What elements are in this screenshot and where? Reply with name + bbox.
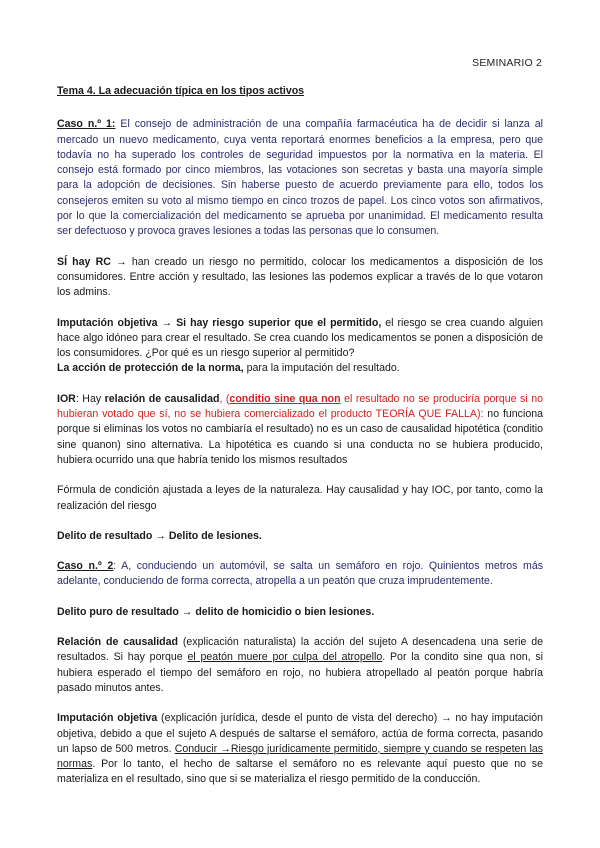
protection-label: La acción de protección de la norma, [57, 362, 244, 375]
imputation-2-text-1: (explicación jurídica, desde el punto de vista del derecho) → no hay imputación objetiva, debido a que el sujeto A después de saltarse el semáforo, actúa de forma correcta, pasando un lapso de 500 metros. [57, 712, 543, 755]
ior-text-3: no funciona porque si eliminas los votos no cambiaría el resultado) no es un caso de causalidad hipotética (conditio sine quanon) sino alternativa. La hipotética es cuando si una conducta no se hubiera producido, hubiera ocurrido una que habría tenido los mismos resultados [57, 408, 543, 466]
case-2-text: : A, conduciendo un automóvil, se salta un semáforo en rojo. Quinientos metros más adelante, conduciendo de forma correcta, atropella a un peatón que cruza imprudentemente. [57, 560, 544, 588]
causality-text-1: (explicación naturalista) la acción del sujeto A desencadena una serie de resultados. Si hay porque [57, 636, 543, 664]
page-title: Tema 4. La adecuación típica en los tipos activos [57, 85, 305, 97]
formula-paragraph: Fórmula de condición ajustada a leyes de la naturaleza. Hay causalidad y hay IOC, por tanto, como la realización del riesgo [57, 484, 543, 512]
case-1-text: El consejo de administración de una compañía farmacéutica ha de decidir si lanza al mercado un nuevo medicamento, cuya venta reportará enormes beneficios a la empresa, pero que todavía no ha superado los controles de seguridad impuestos por la normativa en la materia. El consejo está formado por cinco miembros, las votaciones son secretas y basta una mayoría simple para la adopción de decisiones. Sin haberse puesto de acuerdo previamente para ello, todos los consejeros emiten su voto al mismo tiempo en cinco trozos de papel. Los cinco votos son afirmativos, por lo que la comercialización del medicamento se aprueba por unanimidad. El medicamento resulta ser defectuoso y provoca graves lesiones a todas las personas que lo consumen. [57, 118, 543, 238]
imputation-1-paragraph [57, 316, 543, 377]
rc-text: → han creado un riesgo no permitido, colocar los medicamentos a disposición de los consumidores. Entre acción y resultado, las lesiones las podemos explicar a través de lo que votaron los admins. [57, 255, 544, 299]
case-2-paragraph [57, 559, 543, 590]
rc-label: SÍ hay RC [57, 255, 111, 268]
ior-red-text: el resultado no se produciría porque si no hubieran votado que sí, no se hubiera comercializado el producto TEORÍA QUE FALLA): [57, 392, 544, 421]
ior-text-1: : Hay [75, 392, 105, 405]
rc-paragraph [57, 255, 543, 301]
imputation-2-underlined: Conducir →Riesgo jurídicamente permitido, siempre y cuando se respeten las normas [57, 742, 544, 771]
causality-label: Relación de causalidad [57, 636, 178, 649]
delito-2-heading: Delito puro de resultado → delito de homicidio o bien lesiones. [57, 605, 375, 618]
delito-1-heading: Delito de resultado → Delito de lesiones. [57, 529, 262, 542]
causality-paragraph [57, 635, 543, 696]
imputation-1-label: Imputación objetiva → Si hay riesgo superior que el permitido, [57, 316, 382, 329]
ior-label: IOR [57, 392, 76, 405]
seminar-header: SEMINARIO 2 [472, 57, 542, 69]
imputation-2-paragraph [57, 711, 543, 787]
causality-underlined: el peatón muere por culpa del atropello [187, 651, 383, 664]
imputation-1-text: el riesgo se crea cuando alguien hace algo idóneo para crear el resultado. Se crea cuando los medicamentos se ponen a disposición de los consumidores. ¿Por qué es un riesgo superior al permitido? [57, 316, 543, 360]
case-1-label: Caso n.º 1: [57, 118, 116, 131]
case-2-label: Caso n.º 2 [57, 560, 114, 573]
ior-paragraph [57, 392, 543, 468]
causality-text-2: . Por la condito sine qua non, si hubiera esperado el tiempo del semáforo en rojo, no hubiera atropellado al peatón porque habría pasado minutos antes. [57, 651, 543, 694]
causality-term: relación de causalidad [104, 392, 220, 405]
imputation-2-text-2: . Por lo tanto, el hecho de saltarse el semáforo no es relevante aquí puesto que no se materializa en el resultado, sino que si se materializa el riesgo permitido de la conducción. [57, 758, 543, 786]
protection-text: para la imputación del resultado. [243, 362, 400, 375]
conditio-term: conditio sine qua non [229, 392, 341, 405]
case-1-paragraph [57, 117, 543, 239]
imputation-2-label: Imputación objetiva [57, 712, 158, 725]
ior-text-2: , ( [219, 392, 230, 405]
document-body [57, 84, 543, 788]
